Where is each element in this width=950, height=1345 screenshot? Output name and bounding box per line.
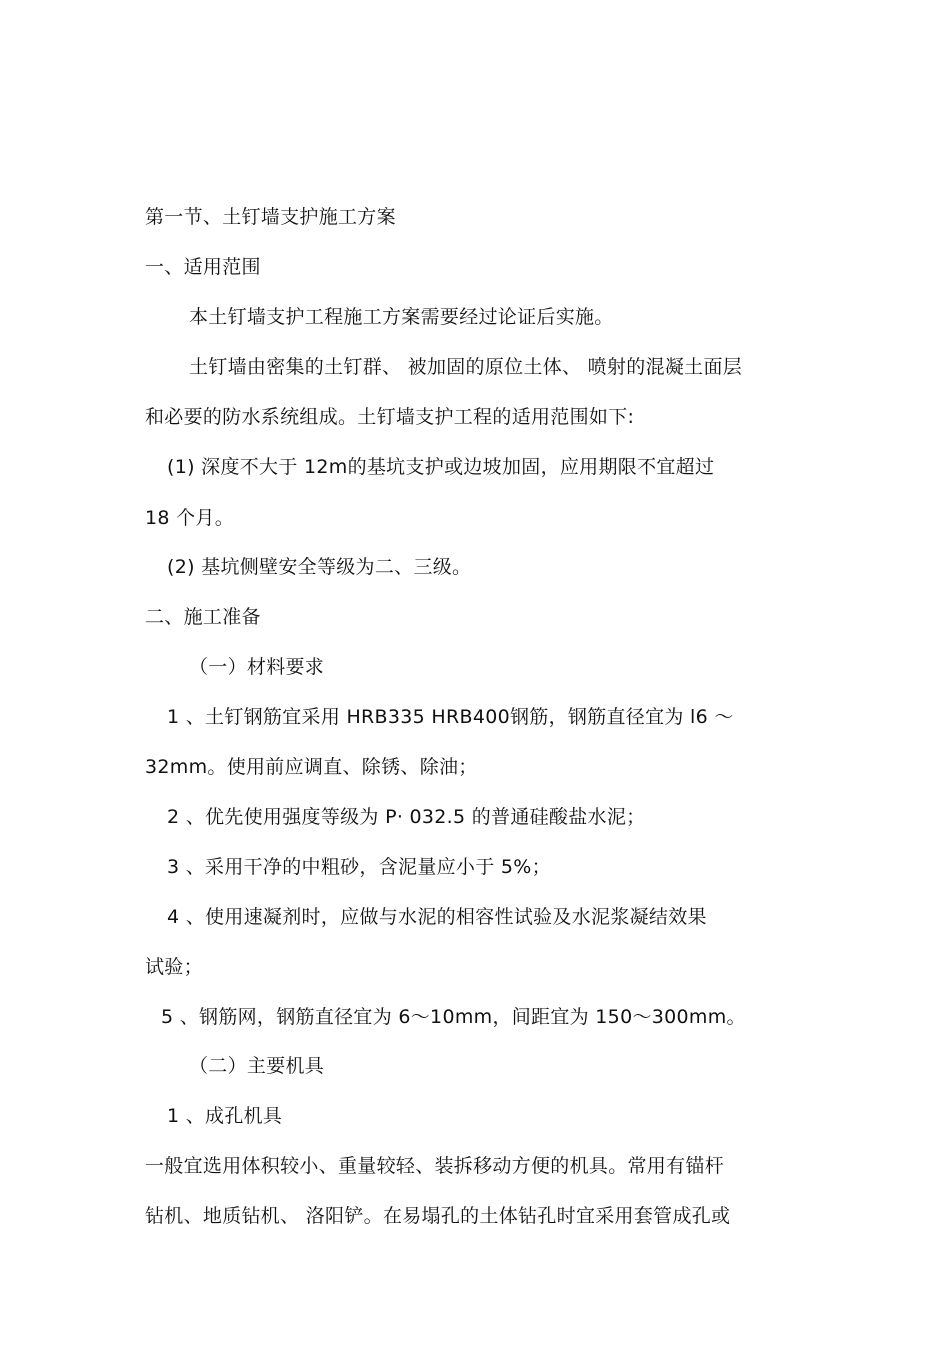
heading-scope: 一、适用范围 bbox=[145, 256, 261, 278]
paragraph-line: 钻机、地质钻机、 洛阳铲。在易塌孔的土体钻孔时宜采用套管成孔或 bbox=[145, 1205, 731, 1227]
paragraph-line: 一般宜选用体积较小、重量较轻、装拆移动方便的机具。常用有锚杆 bbox=[145, 1155, 725, 1177]
list-item: 4 、使用速凝剂时，应做与水泥的相容性试验及水泥浆凝结效果 bbox=[167, 906, 707, 928]
list-item: 2 、优先使用强度等级为 P· 032.5 的普通硅酸盐水泥； bbox=[167, 806, 646, 828]
paragraph-line: 18 个月。 bbox=[145, 507, 235, 529]
list-item: 5 、钢筋网，钢筋直径宜为 6～10mm，间距宜为 150～300mm。 bbox=[161, 1006, 746, 1028]
list-item: 1 、土钉钢筋宜采用 HRB335 HRB400钢筋，钢筋直径宜为 l6 ～ bbox=[167, 706, 734, 728]
paragraph-line: 和必要的防水系统组成。土钉墙支护工程的适用范围如下: bbox=[145, 406, 635, 428]
heading-preparation: 二、施工准备 bbox=[145, 606, 261, 628]
subheading-materials: （一）材料要求 bbox=[189, 656, 325, 678]
section-title: 第一节、土钉墙支护施工方案 bbox=[145, 206, 396, 228]
list-item: 3 、采用干净的中粗砂，含泥量应小于 5%； bbox=[167, 856, 551, 878]
list-item: (2) 基坑侧壁安全等级为二、三级。 bbox=[167, 556, 472, 578]
paragraph-line: 本土钉墙支护工程施工方案需要经过论证后实施。 bbox=[189, 306, 614, 328]
subheading-equipment: （二）主要机具 bbox=[189, 1055, 325, 1077]
paragraph-line: 土钉墙由密集的土钉群、 被加固的原位土体、 喷射的混凝土面层 bbox=[189, 356, 743, 378]
paragraph-line: 试验； bbox=[145, 956, 203, 978]
list-item: 1 、成孔机具 bbox=[167, 1105, 283, 1127]
list-item: (1) 深度不大于 12m的基坑支护或边坡加固，应用期限不宜超过 bbox=[167, 456, 715, 478]
paragraph-line: 32mm。使用前应调直、除锈、除油； bbox=[145, 756, 478, 778]
